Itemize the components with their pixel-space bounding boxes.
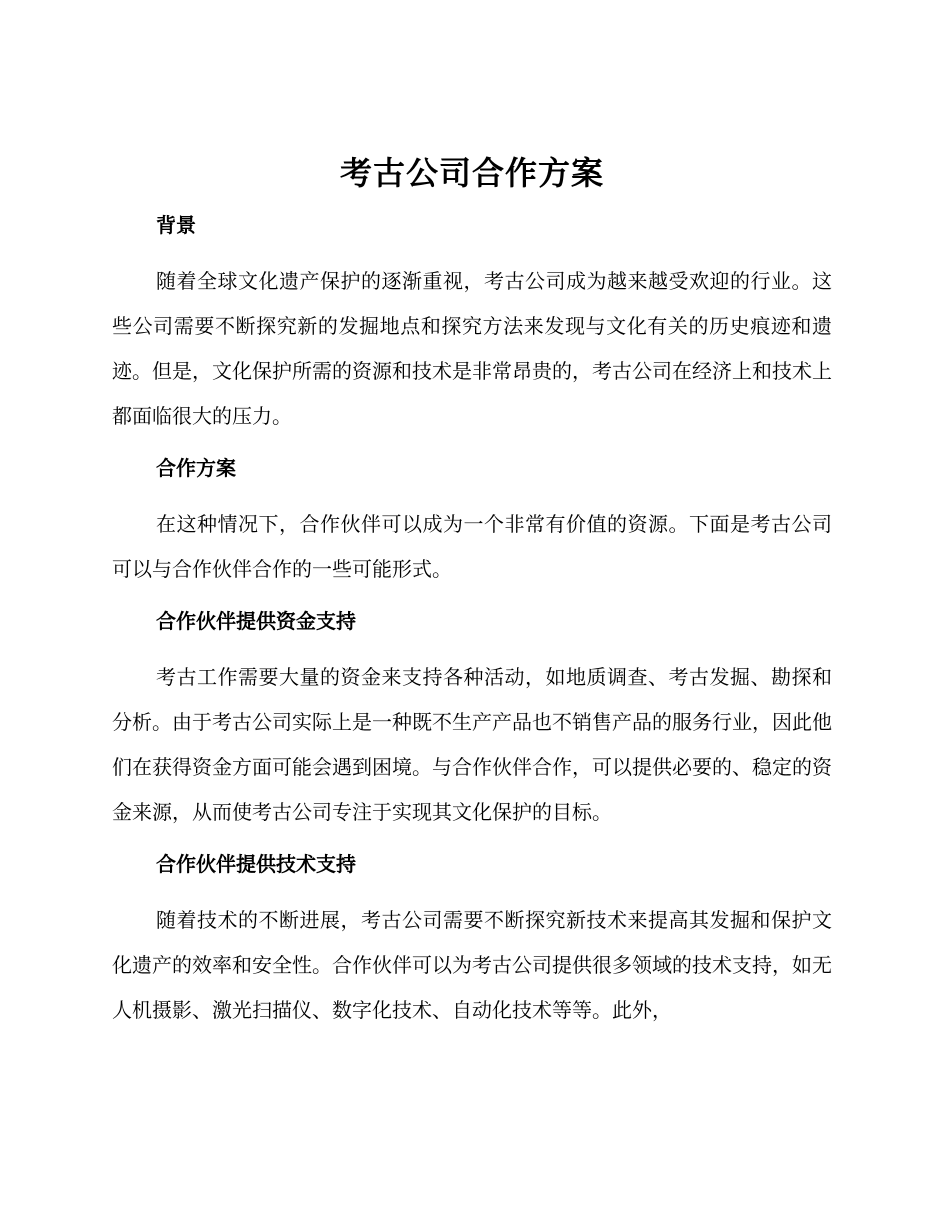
section-technical-support	[112, 849, 832, 1033]
document-page	[112, 150, 832, 1033]
section-heading: 合作伙伴提供技术支持	[156, 852, 356, 876]
section-heading: 背景	[156, 213, 196, 237]
section-paragraph: 考古工作需要大量的资金来支持各种活动，如地质调查、考古发掘、勘探和分析。由于考古公司实际上是一种既不生产产品也不销售产品的服务行业，因此他们在获得资金方面可能会遇到困境。与合作伙伴合作，可以提供必要的、稳定的资金来源，从而使考古公司专注于实现其文化保护的目标。	[112, 665, 832, 824]
section-paragraph: 在这种情况下，合作伙伴可以成为一个非常有价值的资源。下面是考古公司可以与合作伙伴合作的一些可能形式。	[112, 512, 832, 581]
section-heading: 合作方案	[156, 456, 236, 480]
section-heading: 合作伙伴提供资金支持	[156, 609, 356, 633]
section-funding-support	[112, 606, 832, 835]
document-title: 考古公司合作方案	[339, 154, 604, 192]
section-paragraph: 随着全球文化遗产保护的逐渐重视，考古公司成为越来越受欢迎的行业。这些公司需要不断探究新的发掘地点和探究方法来发现与文化有关的历史痕迹和遗迹。但是，文化保护所需的资源和技术是非常昂贵的，考古公司在经济上和技术上都面临很大的压力。	[112, 269, 832, 428]
section-cooperation-plan	[112, 453, 832, 592]
section-background	[112, 210, 832, 439]
section-paragraph: 随着技术的不断进展，考古公司需要不断探究新技术来提高其发掘和保护文化遗产的效率和安全性。合作伙伴可以为考古公司提供很多领域的技术支持，如无人机摄影、激光扫描仪、数字化技术、自动化技术等等。此外，	[112, 908, 832, 1022]
